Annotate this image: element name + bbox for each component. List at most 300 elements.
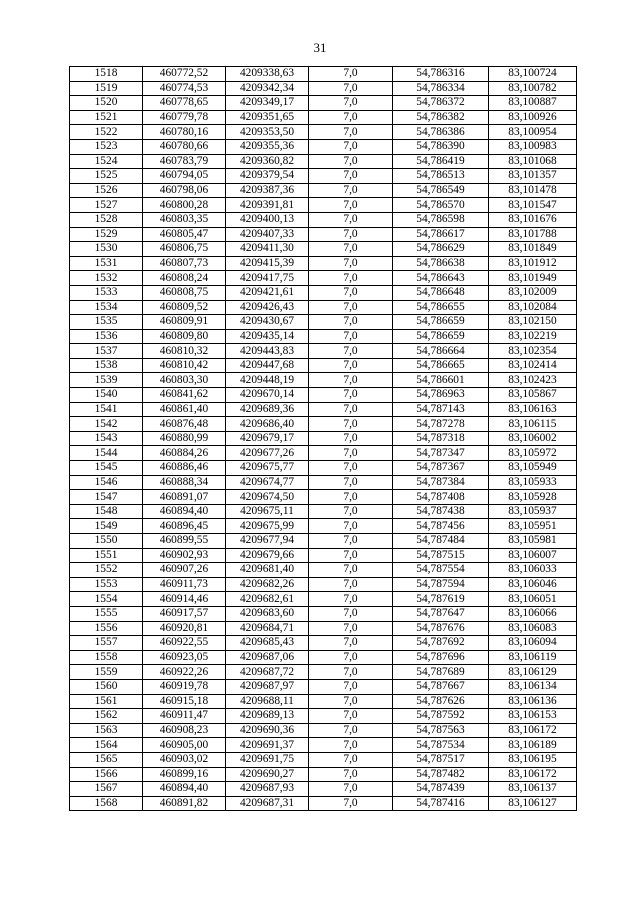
longitude-cell: 83,101949 [489,271,577,286]
y-coordinate-cell: 4209675,77 [226,461,309,476]
accuracy-cell: 7,0 [309,344,393,359]
x-coordinate-cell: 460915,18 [143,694,226,709]
accuracy-cell: 7,0 [309,796,393,811]
point-number-cell: 1538 [70,358,143,373]
point-number-cell: 1560 [70,679,143,694]
table-row [70,212,577,227]
accuracy-cell: 7,0 [309,577,393,592]
table-row [70,125,577,140]
latitude-cell: 54,786963 [393,388,489,403]
x-coordinate-cell: 460808,24 [143,271,226,286]
x-coordinate-cell: 460783,79 [143,154,226,169]
accuracy-cell: 7,0 [309,782,393,797]
latitude-cell: 54,786665 [393,358,489,373]
x-coordinate-cell: 460794,05 [143,169,226,184]
point-number-cell: 1565 [70,752,143,767]
latitude-cell: 54,786655 [393,300,489,315]
accuracy-cell: 7,0 [309,256,393,271]
accuracy-cell: 7,0 [309,373,393,388]
y-coordinate-cell: 4209349,17 [226,96,309,111]
point-number-cell: 1542 [70,417,143,432]
longitude-cell: 83,105933 [489,475,577,490]
latitude-cell: 54,787626 [393,694,489,709]
y-coordinate-cell: 4209353,50 [226,125,309,140]
table-row [70,110,577,125]
y-coordinate-cell: 4209689,13 [226,709,309,724]
latitude-cell: 54,786638 [393,256,489,271]
y-coordinate-cell: 4209682,26 [226,577,309,592]
x-coordinate-cell: 460923,05 [143,650,226,665]
accuracy-cell: 7,0 [309,592,393,607]
point-number-cell: 1535 [70,315,143,330]
point-number-cell: 1552 [70,563,143,578]
table-row [70,519,577,534]
x-coordinate-cell: 460800,28 [143,198,226,213]
longitude-cell: 83,101849 [489,242,577,257]
latitude-cell: 54,787689 [393,665,489,680]
x-coordinate-cell: 460774,53 [143,81,226,96]
longitude-cell: 83,106137 [489,782,577,797]
x-coordinate-cell: 460809,80 [143,329,226,344]
latitude-cell: 54,787667 [393,679,489,694]
accuracy-cell: 7,0 [309,110,393,125]
latitude-cell: 54,787594 [393,577,489,592]
x-coordinate-cell: 460884,26 [143,446,226,461]
y-coordinate-cell: 4209379,54 [226,169,309,184]
latitude-cell: 54,787619 [393,592,489,607]
y-coordinate-cell: 4209417,75 [226,271,309,286]
y-coordinate-cell: 4209679,66 [226,548,309,563]
longitude-cell: 83,106002 [489,431,577,446]
table-row [70,431,577,446]
latitude-cell: 54,786549 [393,183,489,198]
y-coordinate-cell: 4209677,26 [226,446,309,461]
x-coordinate-cell: 460922,55 [143,636,226,651]
y-coordinate-cell: 4209690,36 [226,723,309,738]
table-row [70,154,577,169]
longitude-cell: 83,102219 [489,329,577,344]
x-coordinate-cell: 460807,73 [143,256,226,271]
x-coordinate-cell: 460810,32 [143,344,226,359]
accuracy-cell: 7,0 [309,198,393,213]
longitude-cell: 83,101357 [489,169,577,184]
x-coordinate-cell: 460899,55 [143,534,226,549]
accuracy-cell: 7,0 [309,431,393,446]
table-row [70,271,577,286]
latitude-cell: 54,787692 [393,636,489,651]
table-row [70,679,577,694]
accuracy-cell: 7,0 [309,227,393,242]
table-row [70,577,577,592]
longitude-cell: 83,106163 [489,402,577,417]
latitude-cell: 54,787438 [393,504,489,519]
accuracy-cell: 7,0 [309,139,393,154]
accuracy-cell: 7,0 [309,461,393,476]
x-coordinate-cell: 460891,82 [143,796,226,811]
point-number-cell: 1541 [70,402,143,417]
x-coordinate-cell: 460905,00 [143,738,226,753]
longitude-cell: 83,106127 [489,796,577,811]
point-number-cell: 1553 [70,577,143,592]
point-number-cell: 1559 [70,665,143,680]
point-number-cell: 1562 [70,709,143,724]
accuracy-cell: 7,0 [309,504,393,519]
longitude-cell: 83,106051 [489,592,577,607]
table-row [70,358,577,373]
accuracy-cell: 7,0 [309,67,393,82]
longitude-cell: 83,106033 [489,563,577,578]
latitude-cell: 54,787143 [393,402,489,417]
x-coordinate-cell: 460902,93 [143,548,226,563]
accuracy-cell: 7,0 [309,650,393,665]
point-number-cell: 1549 [70,519,143,534]
table-row [70,227,577,242]
x-coordinate-cell: 460914,46 [143,592,226,607]
longitude-cell: 83,106046 [489,577,577,592]
point-number-cell: 1523 [70,139,143,154]
x-coordinate-cell: 460861,40 [143,402,226,417]
point-number-cell: 1548 [70,504,143,519]
latitude-cell: 54,786386 [393,125,489,140]
accuracy-cell: 7,0 [309,738,393,753]
y-coordinate-cell: 4209351,65 [226,110,309,125]
table-row [70,315,577,330]
y-coordinate-cell: 4209338,63 [226,67,309,82]
longitude-cell: 83,106066 [489,606,577,621]
point-number-cell: 1556 [70,621,143,636]
y-coordinate-cell: 4209682,61 [226,592,309,607]
longitude-cell: 83,100782 [489,81,577,96]
longitude-cell: 83,106172 [489,767,577,782]
longitude-cell: 83,102084 [489,300,577,315]
latitude-cell: 54,786570 [393,198,489,213]
x-coordinate-cell: 460886,46 [143,461,226,476]
accuracy-cell: 7,0 [309,475,393,490]
latitude-cell: 54,786617 [393,227,489,242]
accuracy-cell: 7,0 [309,81,393,96]
y-coordinate-cell: 4209689,36 [226,402,309,417]
table-row [70,183,577,198]
latitude-cell: 54,787676 [393,621,489,636]
point-number-cell: 1536 [70,329,143,344]
table-row [70,344,577,359]
y-coordinate-cell: 4209688,11 [226,694,309,709]
accuracy-cell: 7,0 [309,694,393,709]
x-coordinate-cell: 460896,45 [143,519,226,534]
latitude-cell: 54,786629 [393,242,489,257]
latitude-cell: 54,787534 [393,738,489,753]
latitude-cell: 54,786390 [393,139,489,154]
x-coordinate-cell: 460805,47 [143,227,226,242]
x-coordinate-cell: 460891,07 [143,490,226,505]
table-row [70,563,577,578]
longitude-cell: 83,101068 [489,154,577,169]
longitude-cell: 83,102414 [489,358,577,373]
point-number-cell: 1531 [70,256,143,271]
table-row [70,169,577,184]
x-coordinate-cell: 460917,57 [143,606,226,621]
x-coordinate-cell: 460780,66 [143,139,226,154]
point-number-cell: 1522 [70,125,143,140]
accuracy-cell: 7,0 [309,446,393,461]
x-coordinate-cell: 460803,35 [143,212,226,227]
latitude-cell: 54,787278 [393,417,489,432]
table-row [70,752,577,767]
table-row [70,548,577,563]
longitude-cell: 83,106195 [489,752,577,767]
point-number-cell: 1529 [70,227,143,242]
table-row [70,256,577,271]
y-coordinate-cell: 4209360,82 [226,154,309,169]
table-row [70,446,577,461]
table-row [70,723,577,738]
longitude-cell: 83,100926 [489,110,577,125]
latitude-cell: 54,787592 [393,709,489,724]
latitude-cell: 54,787515 [393,548,489,563]
x-coordinate-cell: 460809,91 [143,315,226,330]
longitude-cell: 83,102150 [489,315,577,330]
x-coordinate-cell: 460908,23 [143,723,226,738]
table-row [70,709,577,724]
accuracy-cell: 7,0 [309,636,393,651]
accuracy-cell: 7,0 [309,723,393,738]
table-row [70,636,577,651]
longitude-cell: 83,106007 [489,548,577,563]
y-coordinate-cell: 4209686,40 [226,417,309,432]
accuracy-cell: 7,0 [309,271,393,286]
longitude-cell: 83,105951 [489,519,577,534]
latitude-cell: 54,786513 [393,169,489,184]
y-coordinate-cell: 4209670,14 [226,388,309,403]
x-coordinate-cell: 460907,26 [143,563,226,578]
point-number-cell: 1543 [70,431,143,446]
longitude-cell: 83,106189 [489,738,577,753]
coordinates-table [69,66,577,811]
x-coordinate-cell: 460894,40 [143,504,226,519]
point-number-cell: 1558 [70,650,143,665]
y-coordinate-cell: 4209691,75 [226,752,309,767]
x-coordinate-cell: 460903,02 [143,752,226,767]
latitude-cell: 54,787416 [393,796,489,811]
longitude-cell: 83,101912 [489,256,577,271]
longitude-cell: 83,100724 [489,67,577,82]
longitude-cell: 83,106153 [489,709,577,724]
point-number-cell: 1563 [70,723,143,738]
latitude-cell: 54,787563 [393,723,489,738]
accuracy-cell: 7,0 [309,96,393,111]
x-coordinate-cell: 460894,40 [143,782,226,797]
accuracy-cell: 7,0 [309,169,393,184]
point-number-cell: 1525 [70,169,143,184]
latitude-cell: 54,787384 [393,475,489,490]
coordinates-table-body [70,67,577,811]
y-coordinate-cell: 4209435,14 [226,329,309,344]
longitude-cell: 83,106134 [489,679,577,694]
x-coordinate-cell: 460899,16 [143,767,226,782]
longitude-cell: 83,101547 [489,198,577,213]
latitude-cell: 54,786598 [393,212,489,227]
longitude-cell: 83,106129 [489,665,577,680]
longitude-cell: 83,106094 [489,636,577,651]
accuracy-cell: 7,0 [309,490,393,505]
x-coordinate-cell: 460803,30 [143,373,226,388]
y-coordinate-cell: 4209679,17 [226,431,309,446]
latitude-cell: 54,787484 [393,534,489,549]
table-row [70,373,577,388]
accuracy-cell: 7,0 [309,606,393,621]
accuracy-cell: 7,0 [309,212,393,227]
table-row [70,67,577,82]
table-row [70,198,577,213]
table-row [70,329,577,344]
latitude-cell: 54,787318 [393,431,489,446]
latitude-cell: 54,787408 [393,490,489,505]
table-row [70,139,577,154]
table-row [70,490,577,505]
accuracy-cell: 7,0 [309,300,393,315]
y-coordinate-cell: 4209421,61 [226,285,309,300]
latitude-cell: 54,786334 [393,81,489,96]
point-number-cell: 1566 [70,767,143,782]
point-number-cell: 1544 [70,446,143,461]
latitude-cell: 54,786643 [393,271,489,286]
accuracy-cell: 7,0 [309,563,393,578]
y-coordinate-cell: 4209443,83 [226,344,309,359]
table-row [70,767,577,782]
longitude-cell: 83,102354 [489,344,577,359]
y-coordinate-cell: 4209391,81 [226,198,309,213]
y-coordinate-cell: 4209407,33 [226,227,309,242]
x-coordinate-cell: 460888,34 [143,475,226,490]
x-coordinate-cell: 460780,16 [143,125,226,140]
y-coordinate-cell: 4209687,06 [226,650,309,665]
table-row [70,96,577,111]
longitude-cell: 83,105949 [489,461,577,476]
longitude-cell: 83,105928 [489,490,577,505]
point-number-cell: 1539 [70,373,143,388]
latitude-cell: 54,787456 [393,519,489,534]
y-coordinate-cell: 4209674,77 [226,475,309,490]
latitude-cell: 54,786382 [393,110,489,125]
latitude-cell: 54,787554 [393,563,489,578]
point-number-cell: 1568 [70,796,143,811]
table-row [70,592,577,607]
x-coordinate-cell: 460911,47 [143,709,226,724]
longitude-cell: 83,106119 [489,650,577,665]
y-coordinate-cell: 4209690,27 [226,767,309,782]
accuracy-cell: 7,0 [309,752,393,767]
y-coordinate-cell: 4209387,36 [226,183,309,198]
longitude-cell: 83,100954 [489,125,577,140]
longitude-cell: 83,101788 [489,227,577,242]
y-coordinate-cell: 4209415,39 [226,256,309,271]
table-row [70,388,577,403]
point-number-cell: 1550 [70,534,143,549]
y-coordinate-cell: 4209687,31 [226,796,309,811]
longitude-cell: 83,102423 [489,373,577,388]
latitude-cell: 54,787347 [393,446,489,461]
y-coordinate-cell: 4209430,67 [226,315,309,330]
table-row [70,504,577,519]
accuracy-cell: 7,0 [309,154,393,169]
point-number-cell: 1519 [70,81,143,96]
point-number-cell: 1520 [70,96,143,111]
x-coordinate-cell: 460809,52 [143,300,226,315]
point-number-cell: 1527 [70,198,143,213]
accuracy-cell: 7,0 [309,402,393,417]
y-coordinate-cell: 4209355,36 [226,139,309,154]
y-coordinate-cell: 4209687,93 [226,782,309,797]
point-number-cell: 1546 [70,475,143,490]
accuracy-cell: 7,0 [309,417,393,432]
x-coordinate-cell: 460919,78 [143,679,226,694]
table-row [70,796,577,811]
y-coordinate-cell: 4209342,34 [226,81,309,96]
table-row [70,285,577,300]
y-coordinate-cell: 4209675,11 [226,504,309,519]
y-coordinate-cell: 4209426,43 [226,300,309,315]
y-coordinate-cell: 4209683,60 [226,606,309,621]
y-coordinate-cell: 4209448,19 [226,373,309,388]
x-coordinate-cell: 460920,81 [143,621,226,636]
latitude-cell: 54,787367 [393,461,489,476]
table-row [70,782,577,797]
longitude-cell: 83,100887 [489,96,577,111]
longitude-cell: 83,106136 [489,694,577,709]
latitude-cell: 54,786659 [393,315,489,330]
y-coordinate-cell: 4209691,37 [226,738,309,753]
table-row [70,475,577,490]
table-row [70,81,577,96]
accuracy-cell: 7,0 [309,767,393,782]
accuracy-cell: 7,0 [309,709,393,724]
latitude-cell: 54,787696 [393,650,489,665]
table-row [70,300,577,315]
table-row [70,534,577,549]
point-number-cell: 1557 [70,636,143,651]
table-row [70,738,577,753]
accuracy-cell: 7,0 [309,519,393,534]
longitude-cell: 83,101676 [489,212,577,227]
point-number-cell: 1564 [70,738,143,753]
y-coordinate-cell: 4209685,43 [226,636,309,651]
point-number-cell: 1547 [70,490,143,505]
point-number-cell: 1518 [70,67,143,82]
accuracy-cell: 7,0 [309,665,393,680]
x-coordinate-cell: 460778,65 [143,96,226,111]
table-row [70,621,577,636]
point-number-cell: 1526 [70,183,143,198]
y-coordinate-cell: 4209684,71 [226,621,309,636]
accuracy-cell: 7,0 [309,285,393,300]
latitude-cell: 54,786601 [393,373,489,388]
longitude-cell: 83,105937 [489,504,577,519]
x-coordinate-cell: 460808,75 [143,285,226,300]
accuracy-cell: 7,0 [309,534,393,549]
point-number-cell: 1521 [70,110,143,125]
accuracy-cell: 7,0 [309,679,393,694]
point-number-cell: 1533 [70,285,143,300]
table-row [70,402,577,417]
point-number-cell: 1555 [70,606,143,621]
x-coordinate-cell: 460841,62 [143,388,226,403]
y-coordinate-cell: 4209687,97 [226,679,309,694]
longitude-cell: 83,106115 [489,417,577,432]
y-coordinate-cell: 4209681,40 [226,563,309,578]
latitude-cell: 54,786659 [393,329,489,344]
point-number-cell: 1534 [70,300,143,315]
x-coordinate-cell: 460806,75 [143,242,226,257]
